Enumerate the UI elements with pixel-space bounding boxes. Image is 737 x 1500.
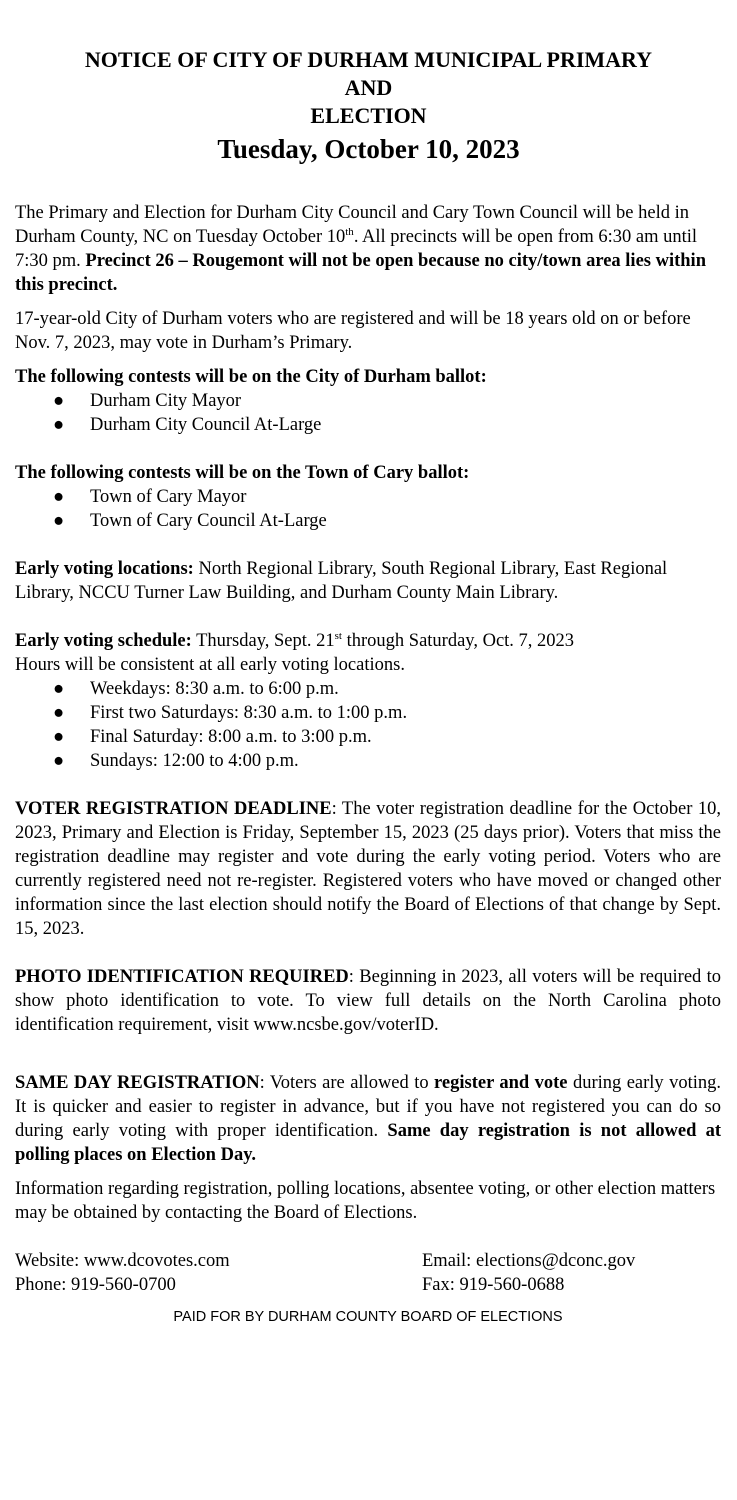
list-item: ● First two Saturdays: 8:30 a.m. to 1:00 p.m. xyxy=(53,703,408,723)
schedule-superscript: st xyxy=(334,629,342,642)
list-item: ● Sundays: 12:00 to 4:00 p.m. xyxy=(53,751,299,771)
website-line: Website: www.dcovotes.com xyxy=(15,1251,230,1271)
bullet-icon: ● xyxy=(53,703,65,723)
fax-line: Fax: 919-560-0688 xyxy=(422,1275,565,1295)
notice-title-line-3: ELECTION xyxy=(310,103,427,128)
list-item: ● Town of Cary Council At-Large xyxy=(53,511,327,531)
list-item: ● Durham City Mayor xyxy=(53,391,242,411)
youth-voters-paragraph: 17-year-old City of Durham voters who are registered and will be 18 years old on or before Nov. 7, 2023, may vote in Durham’s Primary. xyxy=(15,309,691,353)
notice-body xyxy=(15,201,721,1329)
intro-text-b: . All precincts will be open from 6:30 am until 7:30 pm. xyxy=(15,227,698,271)
bullet-icon: ● xyxy=(53,511,65,531)
bullet-icon: ● xyxy=(53,751,65,771)
list-item: ● Durham City Council At-Large xyxy=(53,415,322,435)
bullet-icon: ● xyxy=(53,415,65,435)
email-line: Email: elections@dconc.gov xyxy=(422,1251,636,1271)
intro-superscript: th xyxy=(345,225,354,238)
notice-header xyxy=(0,46,737,166)
contact-right-column xyxy=(422,1249,635,1297)
paid-for-disclaimer: PAID FOR BY DURHAM COUNTY BOARD OF ELECTIONS xyxy=(173,1309,563,1325)
bullet-icon: ● xyxy=(53,391,65,411)
durham-ballot-list xyxy=(15,389,721,437)
list-item: ● Final Saturday: 8:00 a.m. to 3:00 p.m. xyxy=(53,727,372,747)
early-locations-label: Early voting locations: xyxy=(15,559,194,579)
cary-ballot-list xyxy=(15,485,721,533)
same-day-restriction-note: Same day registration is not allowed at polling places on Election Day. xyxy=(15,1121,721,1165)
bullet-icon: ● xyxy=(53,487,65,507)
same-day-registration-paragraph: SAME DAY REGISTRATION: Voters are allowed to register and vote during early voting. It is quicker and easier to register in advance, but if you have not registered you can do so during early voting with proper identification. Same day registration is not allowed at polling places on Election Day. xyxy=(15,1073,722,1165)
early-voting-schedule: Early voting schedule: Thursday, Sept. 21st through Saturday, Oct. 7, 2023 xyxy=(15,629,575,651)
bullet-icon: ● xyxy=(53,727,65,747)
contact-left-column xyxy=(15,1249,230,1297)
notice-title-line-2: AND xyxy=(344,75,393,100)
precinct-closure-note: Precinct 26 – Rougemont will not be open because no city/town area lies within this precinct. xyxy=(15,251,706,295)
hours-note: Hours will be consistent at all early voting locations. xyxy=(15,655,405,675)
intro-text-a: The Primary and Election for Durham City Council and Cary Town Council will be held in Durham County, NC on Tuesday October 10 xyxy=(15,203,690,247)
registration-deadline-label: VOTER REGISTRATION DEADLINE xyxy=(15,799,332,819)
early-schedule-label: Early voting schedule: xyxy=(15,631,192,651)
same-day-label: SAME DAY REGISTRATION xyxy=(15,1073,260,1093)
intro-paragraph xyxy=(15,201,721,297)
bullet-icon: ● xyxy=(53,679,65,699)
registration-deadline-paragraph: VOTER REGISTRATION DEADLINE: The voter registration deadline for the October 10, 2023, Primary and Election is Friday, September 15, 2023 (25 days prior). Voters that miss the registration deadline may register and vote during the early voting period. Voters who are currently registered need not re-register. Registered voters who have moved or changed other information since the last election should notify the Board of Elections of that change by Sept. 15, 2023. xyxy=(15,799,721,939)
cary-ballot-heading: The following contests will be on the Town of Cary ballot: xyxy=(15,463,470,483)
list-item: ● Town of Cary Mayor xyxy=(53,487,247,507)
notice-title-line-1: NOTICE OF CITY OF DURHAM MUNICIPAL PRIMARY xyxy=(84,47,653,72)
early-schedule-list xyxy=(15,677,721,773)
photo-id-label: PHOTO IDENTIFICATION REQUIRED xyxy=(15,967,349,987)
early-voting-locations xyxy=(15,557,721,605)
phone-line: Phone: 919-560-0700 xyxy=(15,1275,176,1295)
info-paragraph: Information regarding registration, polling locations, absentee voting, or other election matters may be obtained by contacting the Board of Elections. xyxy=(15,1179,716,1223)
contact-block xyxy=(15,1249,721,1297)
list-item: ● Weekdays: 8:30 a.m. to 6:00 p.m. xyxy=(53,679,339,699)
election-date: Tuesday, October 10, 2023 xyxy=(217,134,520,164)
durham-ballot-heading: The following contests will be on the City of Durham ballot: xyxy=(15,367,487,387)
early-locations-text: North Regional Library, South Regional Library, East Regional Library, NCCU Turner Law Building, and Durham County Main Library. xyxy=(15,559,668,603)
photo-id-paragraph: PHOTO IDENTIFICATION REQUIRED: Beginning in 2023, all voters will be required to show photo identification to vote. To view full details on the North Carolina photo identification requirement, visit www.ncsbe.gov/voterID. xyxy=(15,967,722,1035)
